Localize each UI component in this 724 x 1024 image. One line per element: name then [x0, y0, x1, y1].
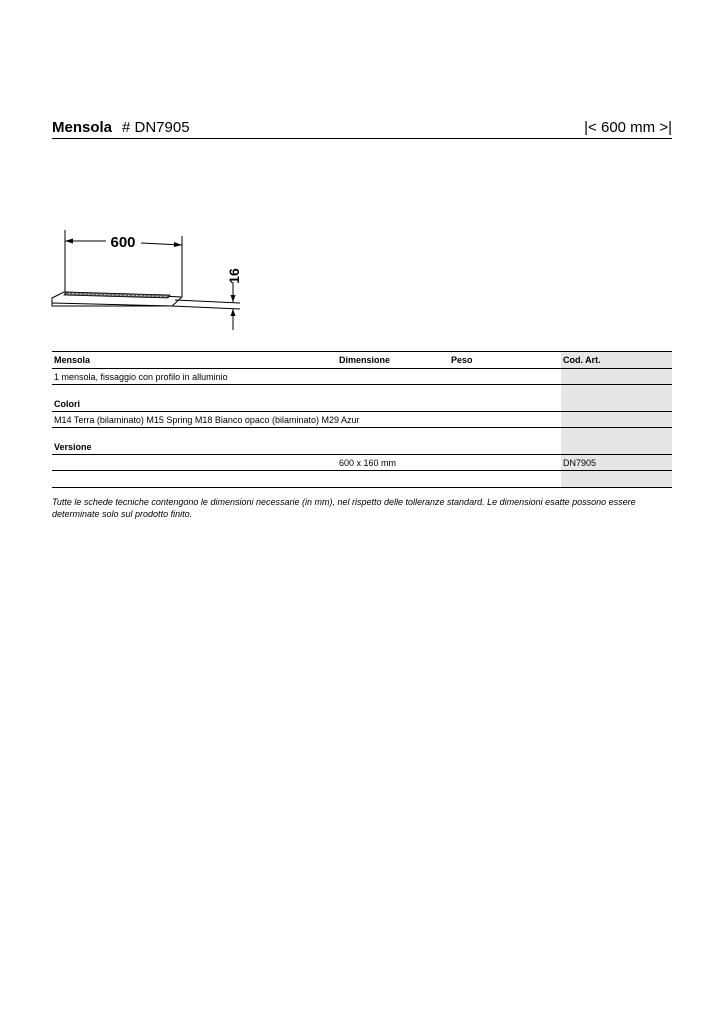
- table-header-row: [52, 352, 672, 369]
- colors-row: [52, 412, 672, 428]
- shelf-technical-drawing: [48, 222, 248, 334]
- column-header-cod-art: Cod. Art.: [561, 352, 672, 369]
- versions-heading: Versione: [52, 439, 561, 455]
- thickness-dimension-label: 16: [226, 268, 242, 284]
- column-header-dimensione: Dimensione: [337, 352, 449, 369]
- version-dimension: 600 x 160 mm: [337, 455, 449, 471]
- column-header-peso: Peso: [449, 352, 561, 369]
- product-width-label: |< 600 mm >|: [584, 119, 672, 136]
- colors-list: M14 Terra (bilaminato) M15 Spring M18 Bianco opaco (bilaminato) M29 Azur: [52, 412, 561, 428]
- page-header: [52, 119, 672, 139]
- version-name: [52, 455, 337, 471]
- product-description: 1 mensola, fissaggio con profilo in alluminio: [52, 369, 561, 385]
- colors-heading: Colori: [52, 396, 561, 412]
- table-row: [52, 455, 672, 471]
- spec-table: [52, 351, 672, 488]
- version-weight: [449, 455, 561, 471]
- width-dimension-label: 600: [110, 234, 136, 251]
- table-row: [52, 369, 672, 385]
- column-header-mensola: Mensola: [52, 352, 337, 369]
- colors-heading-row: [52, 396, 672, 412]
- product-code: # DN7905: [122, 119, 190, 136]
- versions-heading-row: [52, 439, 672, 455]
- product-title: Mensola: [52, 119, 113, 136]
- footnote: Tutte le schede tecniche contengono le dimensioni necessarie (in mm), nel rispetto delle tolleranze standard. Le dimensioni esatte possono essere determinate solo sul prodotto finito.: [52, 497, 636, 519]
- version-code: DN7905: [561, 455, 672, 471]
